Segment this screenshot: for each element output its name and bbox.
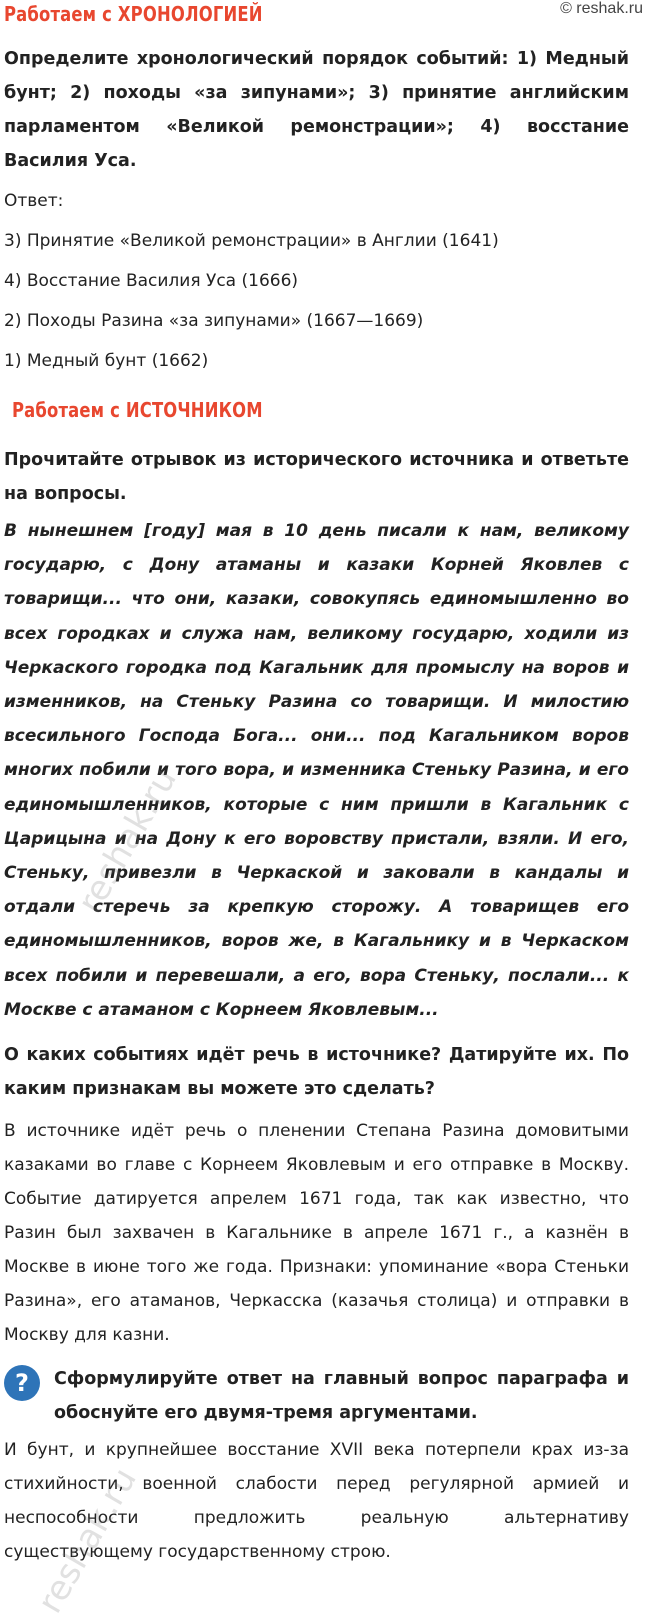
question-icon: ? xyxy=(4,1365,40,1401)
source-heading xyxy=(12,398,263,422)
source-heading-text: Работаем с ИСТОЧНИКОМ xyxy=(12,398,263,422)
answer-line-3: 2) Походы Разина «за зипунами» (1667—1669) xyxy=(4,311,424,331)
reshak-watermark: reshak.ru xyxy=(30,1461,145,1620)
source-answer: В источнике идёт речь о пленении Степана Разина домовитыми казаками во главе с Корнеем Яковлевым и его отправке в Москву. Событие датируется апрелем 1671 года, так как известно, что Разин был захвачен в Кагальнике в апреле 1671 г., а казнён в Москве в июне того же года. Признаки: упоминание «вора Стеньки Разина», его атаманов, Черкасска (казачья столица) и отправки в Москву для казни. xyxy=(4,1121,629,1345)
source-instruction: Прочитайте отрывок из исторического источника и ответьте на вопросы. xyxy=(4,450,629,504)
answer-line-2: 4) Восстание Василия Уса (1666) xyxy=(4,271,299,291)
source-quote: В нынешнем [году] мая в 10 день писали к нам, великому государю, с Дону атаманы и казаки Корней Яковлев с товарищи... что они, казаки, совокупясь единомышленно во всех городках и служа нам, великому государю, ходили из Черкаского городка под Кагальник для промыслу на воров и изменников, на Стеньку Разина со товарищи. И милостию всесильного Господа Бога... они... под Кагальником воров многих побили и того вора, и изменника Стеньку Разина, и его единомышленников, которые с ним пришли в Кагальник с Царицына и на Дону к его воровству пристали, взяли. И его, Стеньку, привезли в Черкаской и заковали в кандалы и отдали стеречь за крепкую сторожу. А товарищев его единомышленников, воров же, в Кагальнику и в Черкаском всех побили и перевешали, а его, вора Стеньку, послали... к Москве с атаманом с Корнеем Яковлевым... xyxy=(4,521,629,1020)
chronology-heading-text: Работаем с ХРОНОЛОГИЕЙ xyxy=(4,2,263,26)
reshak-watermark: reshak.ru xyxy=(70,761,185,920)
main-answer: И бунт, и крупнейшее восстание XVII века потерпели крах из-за стихийности, военной слабости перед регулярной армией и неспособности предложить реальную альтернативу существующему государственному строю. xyxy=(4,1440,629,1562)
answer-line-1: 3) Принятие «Великой ремонстрации» в Англии (1641) xyxy=(4,231,499,251)
main-question: Сформулируйте ответ на главный вопрос параграфа и обоснуйте его двумя-тремя аргументами. xyxy=(54,1369,629,1423)
answer-label: Ответ: xyxy=(4,191,64,211)
answer-line-4: 1) Медный бунт (1662) xyxy=(4,351,209,371)
site-watermark: © reshak.ru xyxy=(560,0,643,17)
chronology-question: Определите хронологический порядок событий: 1) Медный бунт; 2) походы «за зипунами»; 3) принятие английским парламентом «Великой ремонстрации»; 4) восстание Василия Уса. xyxy=(4,49,629,171)
chronology-heading xyxy=(4,2,263,26)
source-question: О каких событиях идёт речь в источнике? Датируйте их. По каким признакам вы можете это сделать? xyxy=(4,1045,629,1099)
